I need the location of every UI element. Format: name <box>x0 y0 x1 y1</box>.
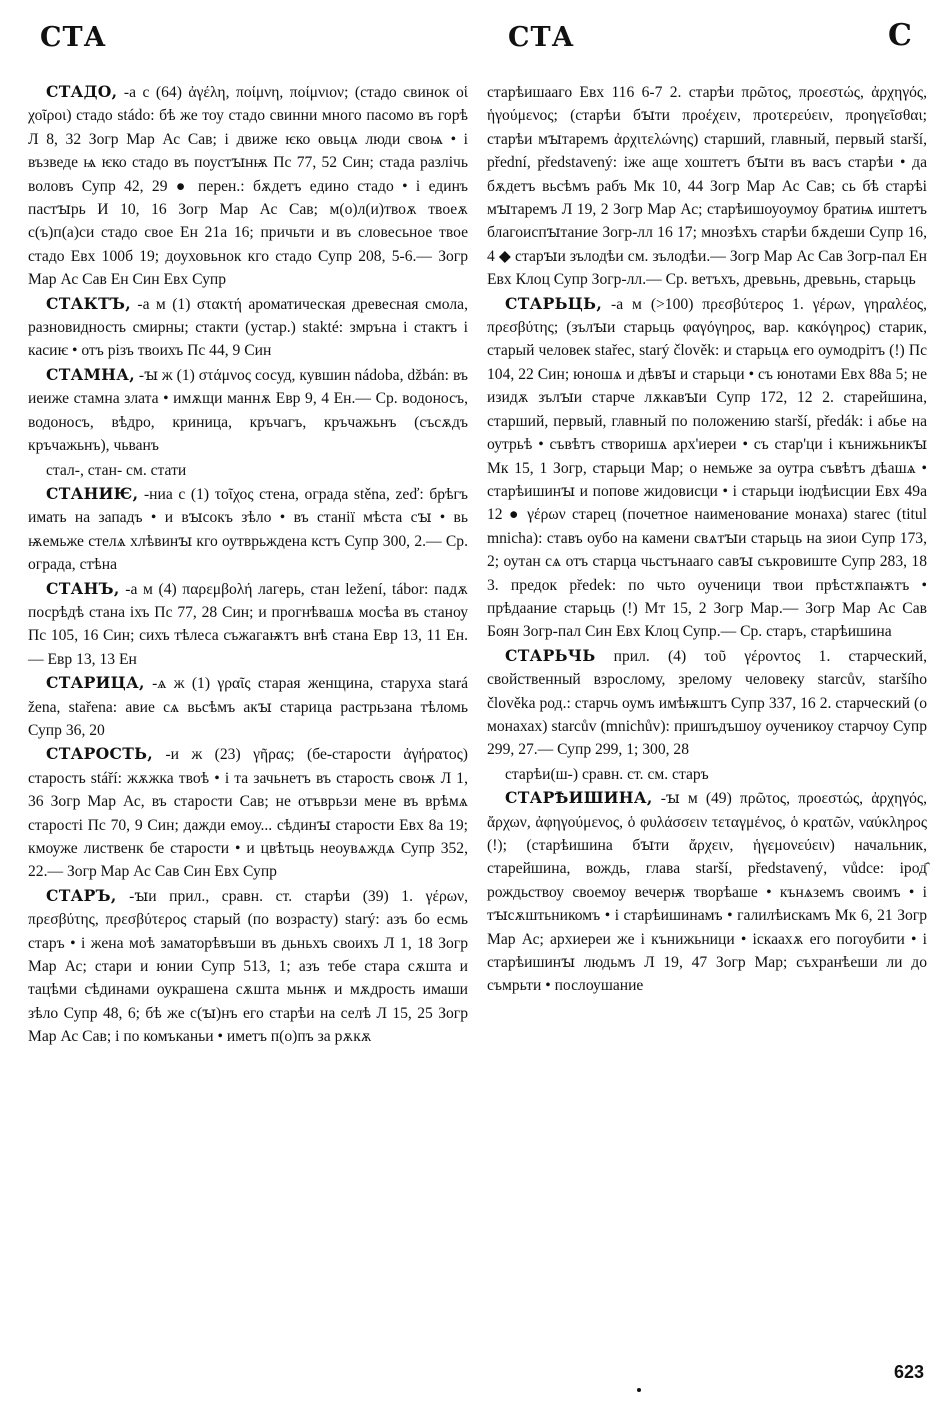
headword: СТАРЬЧЬ <box>505 645 596 665</box>
headword: СТАНИѤ, <box>46 483 139 503</box>
entry-starost <box>28 742 468 883</box>
entry-body: -а м (>100) πρεσβύτερος 1. γέρων, γηραλέος, πρεσβύτης; (зълꙑи старьць φαγόγηρος, вар. κακόγηρος) старик, старый человек stařec, starý člověk: и старьцѧ его оумодрітъ (!) Пс 104, 22 Син; юношѧ и дѣвꙑ и старьци • съ юнотами Евх 88а 5; не изидѫ зълꙑи старче лѫкавꙑи Супр 172, 12 2. старейшина, старший, первый, главный по положению starší, předák: і абье на оутрьѣ • съвѣтъ створишѧ арх'иереи • съ стар'ци і кънижьникꙑ Мк 15, 1 Зогр, старьци Мар; о немьже за оутра съвѣтъ дѣашѧ • старѣишинꙑ и попове жидовисци • і старьци іюдѣисции Евх 49а 12 ● γέρων старец (почетное наименование монаха) starec (titul mnicha): ставъ оубо на камени свѧтꙑи старьць на зиои Супр 173, 2; оутан сѧ отъ старца чьстънааго савꙑ съкровиште Супр 283, 18 3. предок předek: по чьто оученици твои прѣстѫпаѭтъ • прѣдаание старьць (!) Мт 15, 2 Зогр Мар.— Зогр Мар Ас Сав Боян Зогр-пал Син Евх Клоц Супр.— Ср. старъ, старѣишина <box>487 295 927 641</box>
entry-staru-continued <box>487 80 927 292</box>
entry-stal-cross-ref <box>28 458 468 482</box>
entry-body: -и ж (23) γῆρας; (бе-старости ἀγήρατος) старость stáří: жѫжка твоѣ • і та зачьнетъ въ старость своѭ Л 1, 36 Зогр Мар Ас, въ старости Сав; не отъврьзи мене въ врѣмѧ старості Пс 70, 9 Син; дажди емоу... сѣдинꙑ старости Евх 8а 19; кмоуже лиственк бе старости • и цвѣтьць неоувѧждѧ Супр 352, 22.— Зогр Мар Ас Сав Син Евх Супр <box>28 746 468 881</box>
entry-stado <box>28 80 468 292</box>
headword: СТАРОСТЬ, <box>46 744 154 764</box>
entry-body: стал-, стан- см. стати <box>46 461 187 479</box>
entry-body: -ꙑ ж (1) στάμνος сосуд, кувшин nádoba, džbán: въ иеиже стамна злата • имѫщи маннѫ Евр 9, 4 Ен.— Ср. водоносъ, водоносъ, вѣдро, криница, кръчагъ, кръчажьнъ (съсѫдъ кръчажьнъ), чьванъ <box>28 366 468 455</box>
headword: СТАДО, <box>46 82 118 101</box>
headword: СТАРѢИШИНА, <box>505 788 653 808</box>
entry-stamna <box>28 363 468 458</box>
entry-body: -ѧ ж (1) γραῖς старая женщина, старуха stará žena, stařena: авие сѧ вьсѣмъ акꙑ старица растрьзана тѣломь Супр 36, 20 <box>28 675 468 739</box>
headword: СТАКТЪ, <box>46 293 131 313</box>
running-head-center: СТА <box>508 22 575 53</box>
headword: СТАРЪ, <box>46 885 117 905</box>
print-dot <box>637 1388 641 1392</box>
page-number: 623 <box>893 1362 924 1382</box>
running-head-letter: С <box>888 18 913 53</box>
entry-body: -ꙑи прил., сравн. ст. старѣи (39) 1. γέρων, πρεσβύτης, πρεσβύτερος старый (по возрасту) starý: азъ бо есмь старъ • і жена моѣ заматорѣвъши въ дьньхъ своихъ Л 1, 18 Зогр Мар Ас; стари и юнии Супр 513, 1; азъ тебе стара сѫшта и тацѣми сѣдинами оукрашена сѫшта мьнѭ и мѫдрость имаши зѣло Супр 48, 6; бѣ же с(ꙑ)нъ его старѣи на селѣ Л 15, 25 Зогр Мар Ас Сав; і по комъканьи • иметъ п(о)пъ за рѫкѫ <box>28 887 468 1046</box>
entry-body: -а м (1) στακτή ароматическая древесная смола, разновидность смирны; стакти (устар.) stakté: змръна і стактъ і касиѥ • отъ різъ твоихъ Пс 44, 9 Син <box>28 295 468 360</box>
entry-staru <box>28 884 468 1049</box>
entry-stanu <box>28 577 468 672</box>
entry-body: старѣи(ш-) сравн. ст. см. старъ <box>505 765 709 783</box>
entry-body: -ꙑ м (49) πρῶτος, προεστώς, ἀρχηγός, ἄρχων, ἀφηγούμενος, ὁ φυλάσσειν τεταγμένος, ὁ κρατῶν, ναύκληρος (!); (старѣишина бꙑти ἄρχειν, ἡγεμονεύειν) начальник, старейшина, вождь, глава starší, představený, vůdce: ірод҄ рождьствоу своемоу вечерѭ творѣаше • кънѧземъ своимъ • і тꙑсѫштьникомъ • і старѣишинамъ • галилѣискамъ Мк 6, 21 Зогр Мар Ас; архиереи же і кънижьници • іскаахѫ его погоубити • і старѣишинꙑ людьмъ Л 19, 47 Зогр Мар; съхранѣеши ли до съмрьти • послоушание <box>487 790 927 995</box>
entry-starici <box>487 292 927 644</box>
headword: СТАРИЦА, <box>46 673 145 693</box>
entry-stanie <box>28 482 468 577</box>
entry-stareishina <box>487 786 927 998</box>
headword: СТАНЪ, <box>46 578 120 598</box>
headword: СТАМНА, <box>46 364 135 384</box>
entry-starichi <box>487 644 927 762</box>
running-head-left: СТА <box>40 22 107 53</box>
entry-body: -ниа с (1) τοῖχος стена, ограда stěna, zeď: брѣгъ имать на западъ • и вꙑсокъ зѣло • въ станії мѣста сꙑ • вь ѭемьже стелѧ хлѣвинꙑ кго оутврьждена кстъ Супр 300, 2.— Ср. ограда, стѣна <box>28 485 468 574</box>
entry-body: старѣишааго Евх 116 6-7 2. старѣи πρῶτος, προεστώς, ἀρχηγός, ἡγούμενος; (старѣи бꙑти προέχειν, προτερεύειν, προηγεῖσθαι; старѣи мꙑтаремъ ἀρχιτελώνης) старший, главный, первый starší, přední, představený: іже аще хоштетъ бꙑти въ васъ старѣи • да бѫдетъ вьсѣмъ рабъ Мк 10, 44 Зогр Мар Ас Сав; сь бѣ старѣі мꙑтаремъ Л 19, 2 Зогр Мар Ас; старѣишоуоумоу братиѩ иштетъ благоиспꙑтание Зогр-лл 16 17; мнозѣхъ старѣи бѫдеши Супр 16, 4 ◆ старꙑи зълодѣи см. зълодѣи.— Зогр Мар Ас Сав Зогр-пал Ен Евх Клоц Супр Зогр-лл.— Ср. ветъхъ, древьнь, древьнь, старьць <box>487 84 927 289</box>
right-column <box>487 80 927 998</box>
entry-body: -а с (64) ἀγέλη, ποίμνη, ποίμνιον; (стадо свинок οἱ χοῖροι) стадо stádo: бѣ же тоу стадо свинни много пасомо въ горѣ Л 8, 32 Зогр Мар Ас Сав; і движе ѥко овьцѧ люди своѩ • і възведе ѩ ѥко стадо въ поустꙑнѭ Пс 77, 52 Син; стада разлічь воловъ Супр 42, 29 ● перен.: бѫдетъ едино стадо • і единъ пастꙑрь И 10, 16 Зогр Мар Ас Сав; м(о)л(и)твоѫ твоеѫ с(ъ)п(а)си стадо свое Ен 21а 16; причьти и въ словесьное твое стадо Евх 100б 19; доуховьнок кго стадо Супр 208, 5-6.— Зогр Мар Ас Сав Ен Син Евх Супр <box>28 84 468 289</box>
entry-staktu <box>28 292 468 363</box>
entry-body: -а м (4) παρεμβολή лагерь, стан ležení, tábor: падѫ посрѣдѣ стана іхъ Пс 77, 28 Син; и прогнѣвашѧ мосѣа въ станоу Пс 105, 16 Син; сихъ тѣлеса съжагаѭтъ внѣ стана Евр 13, 11 Ен.— Евр 13, 13 Ен <box>28 580 468 668</box>
left-column <box>28 80 468 1049</box>
entry-starica <box>28 671 468 742</box>
entry-starei-cross-ref <box>487 762 927 786</box>
headword: СТАРЬЦЬ, <box>505 293 603 313</box>
entry-body: прил. (4) τοῦ γέροντος 1. старческий, свойственный взрослому, зрелому человеку starcův, staršího člověka род.: старчь оумъ имѣѭштъ Супр 337, 16 2. старческий (о монахах) starcův (mnichův): пришъдъшоу оученикоу старчоу Супр 299, 27.— Супр 299, 1; 300, 28 <box>487 647 927 759</box>
